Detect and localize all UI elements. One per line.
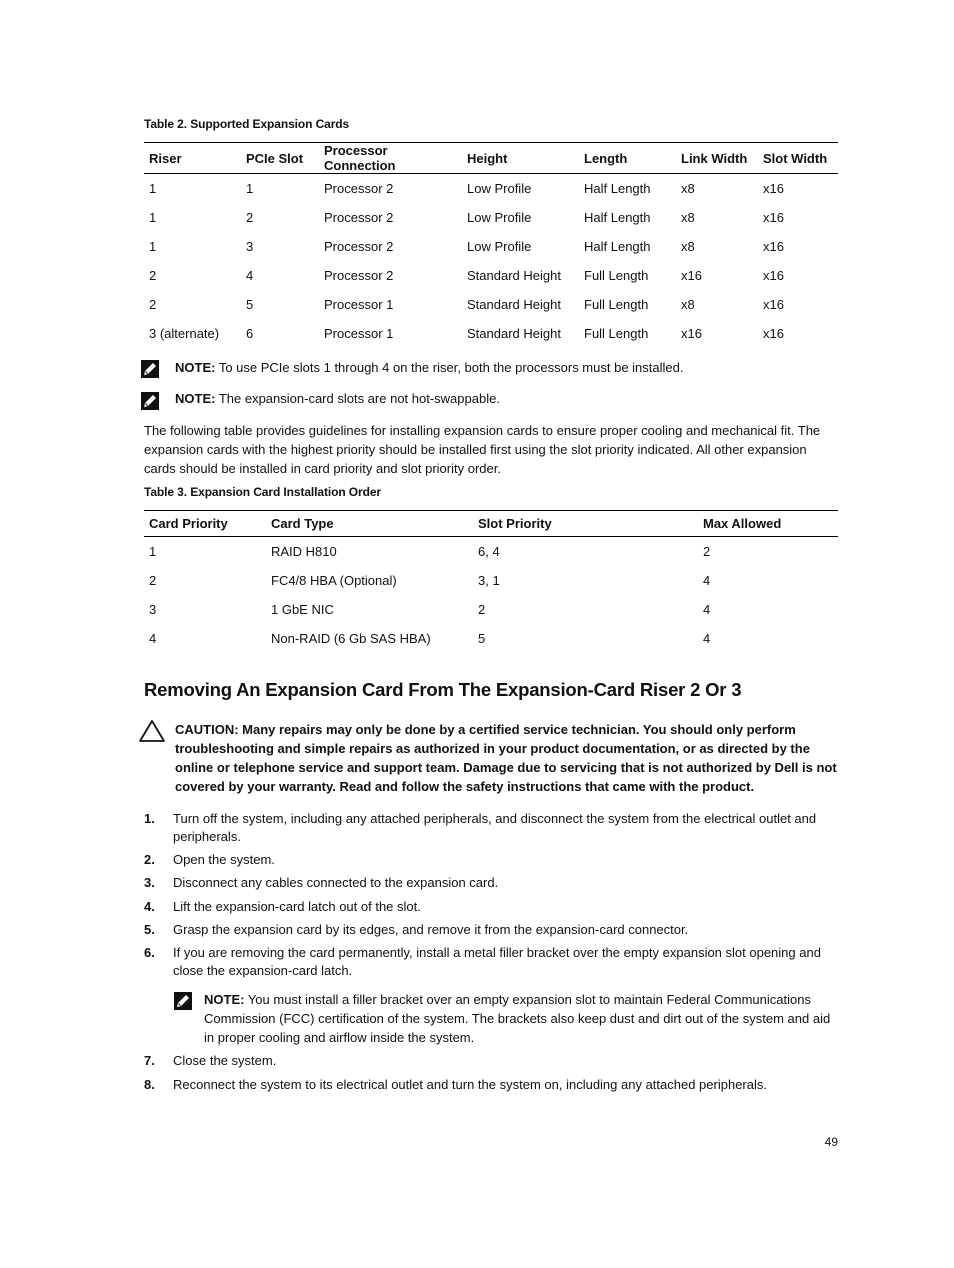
table-cell: x16 bbox=[763, 268, 784, 283]
table-cell: Processor 2 bbox=[324, 239, 394, 254]
intro-paragraph: The following table provides guidelines for installing expansion cards to ensure proper cooling and mechanical fit. The expansion cards with the highest priority should be installed first using the slot priority indicated. All other expansion cards should be installed in card priority and slot priority order. bbox=[144, 423, 821, 476]
note-body: The expansion-card slots are not hot-swappable. bbox=[215, 391, 500, 406]
table-cell: 2 bbox=[149, 573, 157, 588]
table-cell: 1 GbE NIC bbox=[271, 602, 334, 617]
table-row bbox=[144, 319, 838, 348]
step-text: Disconnect any cables connected to the expansion card. bbox=[173, 875, 499, 890]
note-body: You must install a filler bracket over an empty expansion slot to maintain Federal Communications Commission (FCC) certification of the system. The brackets also keep dust and dirt out of the system and aid in proper cooling and airflow inside the system. bbox=[204, 992, 831, 1045]
table-cell: Standard Height bbox=[467, 326, 561, 341]
table-cell: Low Profile bbox=[467, 181, 532, 196]
table-cell: 6, 4 bbox=[478, 544, 500, 559]
warning-triangle-icon bbox=[138, 719, 166, 743]
table-cell: x8 bbox=[681, 297, 695, 312]
table-row bbox=[144, 566, 838, 595]
step-text: Close the system. bbox=[173, 1053, 277, 1068]
table-cell: 2 bbox=[478, 602, 486, 617]
table-cell: Full Length bbox=[584, 326, 649, 341]
note-icon bbox=[140, 359, 160, 384]
table-cell: Processor 2 bbox=[324, 210, 394, 225]
table2-header: Height bbox=[467, 150, 508, 166]
note-icon bbox=[173, 991, 193, 1016]
step6-note-text bbox=[204, 990, 840, 1047]
table-cell: 2 bbox=[246, 210, 254, 225]
caution-text: CAUTION: Many repairs may only be done by a certified service technician. You should only perform troubleshooting and simple repairs as authorized in your product documentation, or as directed by the online or telephone service and support team. Damage due to servicing that is not authorized by Dell is not covered by your warranty. Read and follow the safety instructions that came with the product. bbox=[175, 722, 837, 794]
table2-caption: Table 2. Supported Expansion Cards bbox=[144, 117, 350, 131]
section-heading: Removing An Expansion Card From The Expansion-Card Riser 2 Or 3 bbox=[144, 679, 742, 700]
step-number: 4. bbox=[144, 899, 155, 914]
note-label: NOTE: bbox=[175, 391, 216, 406]
table-cell: x8 bbox=[681, 210, 695, 225]
table-cell: Low Profile bbox=[467, 239, 532, 254]
step-number: 6. bbox=[144, 945, 155, 960]
table2-header-row bbox=[144, 143, 838, 174]
table3-caption: Table 3. Expansion Card Installation Order bbox=[144, 485, 381, 499]
table-cell: Standard Height bbox=[467, 297, 561, 312]
table-cell: 5 bbox=[246, 297, 254, 312]
table-cell: x16 bbox=[763, 181, 784, 196]
table-cell: 3 (alternate) bbox=[149, 326, 220, 341]
table3-header: Slot Priority bbox=[478, 516, 552, 531]
note-text bbox=[175, 358, 835, 377]
table-cell: x16 bbox=[763, 326, 784, 341]
table-cell: x8 bbox=[681, 181, 695, 196]
table-cell: 1 bbox=[246, 181, 254, 196]
step-text: Open the system. bbox=[173, 852, 275, 867]
table-cell: Processor 2 bbox=[324, 181, 394, 196]
table-cell: 1 bbox=[149, 181, 157, 196]
note-label: NOTE: bbox=[204, 992, 245, 1007]
table2 bbox=[144, 142, 838, 348]
table-cell: Full Length bbox=[584, 268, 649, 283]
note-text bbox=[175, 389, 835, 408]
table-cell: 2 bbox=[149, 268, 157, 283]
table-cell: Half Length bbox=[584, 181, 651, 196]
table-cell: FC4/8 HBA (Optional) bbox=[271, 573, 397, 588]
caution-icon-wrap bbox=[138, 719, 166, 748]
table-cell: Half Length bbox=[584, 239, 651, 254]
table3-header-row bbox=[144, 511, 838, 537]
step-text: Lift the expansion-card latch out of the slot. bbox=[173, 899, 421, 914]
table2-header: PCIe Slot bbox=[246, 150, 304, 166]
table3-header: Card Type bbox=[271, 516, 334, 531]
step-text: Turn off the system, including any attached peripherals, and disconnect the system from the electrical outlet and peripherals. bbox=[173, 811, 817, 844]
table-cell: 4 bbox=[703, 602, 711, 617]
step-text: Grasp the expansion card by its edges, and remove it from the expansion-card connector. bbox=[173, 922, 689, 937]
table-cell: 4 bbox=[703, 631, 711, 646]
table-row bbox=[144, 624, 838, 653]
table-cell: RAID H810 bbox=[271, 544, 337, 559]
table-cell: Standard Height bbox=[467, 268, 561, 283]
table-cell: 6 bbox=[246, 326, 254, 341]
table-cell: 5 bbox=[478, 631, 486, 646]
step-number: 7. bbox=[144, 1053, 155, 1068]
table-cell: 1 bbox=[149, 544, 157, 559]
table-cell: 3, 1 bbox=[478, 573, 500, 588]
table-cell: 4 bbox=[703, 573, 711, 588]
table-cell: 2 bbox=[149, 297, 157, 312]
table-cell: Half Length bbox=[584, 210, 651, 225]
step-text: Reconnect the system to its electrical outlet and turn the system on, including any attached peripherals. bbox=[173, 1077, 767, 1092]
table2-header: Processor Connection bbox=[324, 143, 396, 173]
step-number: 2. bbox=[144, 852, 155, 867]
table-cell: 1 bbox=[149, 239, 157, 254]
note-icon bbox=[140, 391, 160, 416]
table2-header: Link Width bbox=[681, 150, 748, 166]
table2-header: Slot Width bbox=[763, 150, 828, 166]
table2-header: Length bbox=[584, 150, 628, 166]
step-number: 1. bbox=[144, 811, 155, 826]
note-body: To use PCIe slots 1 through 4 on the riser, both the processors must be installed. bbox=[215, 360, 684, 375]
table-cell: x16 bbox=[763, 210, 784, 225]
table-cell: 3 bbox=[149, 602, 157, 617]
page-number: 49 bbox=[824, 1135, 838, 1149]
pencil-note-icon bbox=[140, 359, 160, 379]
table3 bbox=[144, 510, 838, 653]
table-cell: 4 bbox=[246, 268, 254, 283]
note-label: NOTE: bbox=[175, 360, 216, 375]
table-cell: x8 bbox=[681, 239, 695, 254]
pencil-note-icon bbox=[140, 391, 160, 411]
step-number: 5. bbox=[144, 922, 155, 937]
table-cell: 2 bbox=[703, 544, 711, 559]
table-cell: x16 bbox=[681, 326, 702, 341]
table-cell: 3 bbox=[246, 239, 254, 254]
table-cell: Non-RAID (6 Gb SAS HBA) bbox=[271, 631, 431, 646]
table3-header: Card Priority bbox=[149, 516, 228, 531]
table-row bbox=[144, 537, 838, 567]
table-cell: Processor 2 bbox=[324, 268, 394, 283]
table-row bbox=[144, 261, 838, 290]
table-row bbox=[144, 595, 838, 624]
table-cell: 4 bbox=[149, 631, 157, 646]
table-cell: Processor 1 bbox=[324, 326, 394, 341]
table-cell: 1 bbox=[149, 210, 157, 225]
step-number: 8. bbox=[144, 1077, 155, 1092]
table-row bbox=[144, 290, 838, 319]
step-number: 3. bbox=[144, 875, 155, 890]
table-cell: x16 bbox=[763, 239, 784, 254]
table-cell: Full Length bbox=[584, 297, 649, 312]
pencil-note-icon bbox=[173, 991, 193, 1011]
table-cell: x16 bbox=[681, 268, 702, 283]
table2-header: Riser bbox=[149, 150, 182, 166]
table-row bbox=[144, 232, 838, 261]
table-cell: Processor 1 bbox=[324, 297, 394, 312]
table-row bbox=[144, 203, 838, 232]
table3-header: Max Allowed bbox=[703, 516, 782, 531]
step-text: If you are removing the card permanently, install a metal filler bracket over the empty expansion slot opening and close the expansion-card latch. bbox=[173, 945, 821, 978]
table-row bbox=[144, 174, 838, 204]
table-cell: x16 bbox=[763, 297, 784, 312]
table-cell: Low Profile bbox=[467, 210, 532, 225]
